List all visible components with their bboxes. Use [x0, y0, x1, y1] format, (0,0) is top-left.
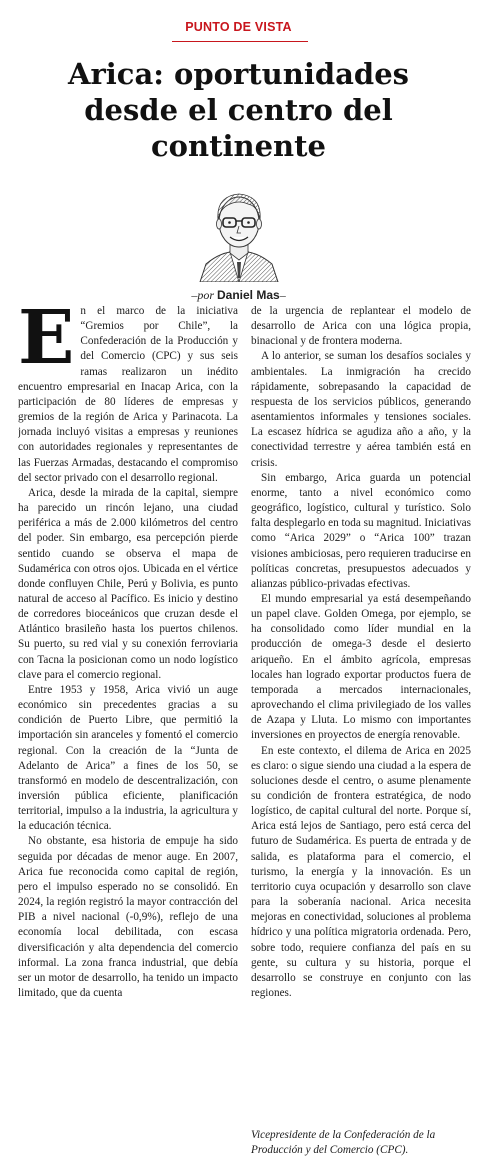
- article-paragraph: A lo anterior, se suman los desafíos sociales y ambientales. La inmigración ha crecido rápidamente, sobrepasando la capacidad de respuesta de los servicios públicos, generando asentamientos informales y tensiones sociales. La escasez hídrica se agudiza año a año, y la conectividad terrestre y aérea también está en crisis.: [251, 350, 471, 469]
- byline-suffix: –: [279, 288, 286, 302]
- headline: Arica: oportunidades desde el centro del continente: [68, 57, 409, 163]
- article-paragraph: No obstante, esa historia de empuje ha sido seguida por décadas de menor auge. En 2007, Arica fue reconocida como capital de región, pero el impulso esperado no se consolidó. En 2024, la región registró la mayor contracción del PIB a nivel nacional (-0,9%), reflejo de una economía local debilitada, con escasa diversificación y alta dependencia del comercio informal. La zona franca industrial, que debía ser un motor de desarrollo, ha tenido un impacto limitado, que da cuenta: [18, 835, 238, 1000]
- drop-cap: E: [18, 304, 75, 381]
- byline: [0, 288, 477, 303]
- article-paragraph: Arica, desde la mirada de la capital, siempre ha parecido un rincón lejano, una ciudad periférica a más de 2.000 kilómetros del centro del poder. Sin embargo, esa percepción pierde sentido cuando se observa el mapa de Sudamérica con otros ojos. Ubicada en el vértice donde confluyen Chile, Perú y Bolivia, es punto natural de acceso al Pacífico. Es inicio y destino de corredores bioceánicos que cruzan desde el Atlántico brasileño hasta los puertos chilenos. Su puerto, su red vial y su conexión ferroviaria con Tacna la posicionan como un nodo logístico clave para el comercio regional.: [18, 486, 238, 681]
- author-signature: Vicepresidente de la Confederación de la Producción y del Comercio (CPC).: [251, 1129, 436, 1156]
- author-portrait: [196, 186, 282, 282]
- article-column-left: [18, 304, 238, 1124]
- article-column-right: [251, 304, 471, 1124]
- article-paragraph: En este contexto, el dilema de Arica en 2025 es claro: o sigue siendo una ciudad a la espera de soluciones desde el centro, o asume plenamente su condición de frontera estratégica, de nodo logístico, de capital cultural del norte. Porque sí, Arica está lejos de Santiago, pero está cerca del futuro de Sudamérica. Es puerta de entrada y de salida, es plataforma para el comercio, el turismo, la energía y la innovación. Es un territorio cuya ocupación y desarrollo son clave para la soberanía nacional. Arica necesita mejoras en conectividad, soluciones al problema hídrico y una política migratoria ordenada. Pero, sobre todo, requiere confianza del país en su gente, su cultura y su historia, porque el desarrollo se construye en conjunto con las regiones.: [251, 744, 471, 1000]
- article-paragraph: Sin embargo, Arica guarda un potencial enorme, tanto a nivel económico como geográfico, logístico, cultural y turístico. Solo falta desplegarlo en toda su magnitud. Iniciativas como “Arica 2029” o “Arica 100” trazan visiones ambiciosas, pero requieren traducirse en políticas concretas, presupuestos adecuados y alianzas público-privadas efectivas.: [251, 471, 471, 590]
- article-paragraph: de la urgencia de replantear el modelo de desarrollo de Arica con una lógica propia, binacional y de frontera moderna.: [251, 305, 471, 348]
- section-label: PUNTO DE VISTA: [185, 20, 292, 34]
- article-paragraph: El mundo empresarial ya está desempeñando un papel clave. Golden Omega, por ejemplo, se ha consolidado como líder mundial en la producción de omega-3 desde el desierto ariqueño. En el ámbito agrícola, empresas locales han logrado exportar productos fuera de temporada a mercados internacionales, aprovechando el clima privilegiado de los valles de Azapa y Lluta. Lo mismo con importantes inversiones en proyectos de energía renovable.: [251, 592, 471, 742]
- section-rule: [172, 41, 308, 42]
- article-paragraph: [18, 304, 238, 486]
- author-name: Daniel Mas: [216, 288, 280, 302]
- byline-prefix: –por: [191, 288, 217, 302]
- paragraph-text: n el marco de la iniciativa “Gremios por Chile”, la Confederación de la Producción y del Comercio (CPC) y sus seis ramas realizaron un inédito encuentro empresarial en Inacap Arica, con la participación de 80 líderes de empresas y gremios de la región de Arica y Parinacota. La jornada incluyó visitas a empresas y reuniones con autoridades regionales y representantes de las Fuerzas Armadas, destacando el compromiso del sector privado con el desarrollo regional.: [18, 305, 238, 484]
- article-paragraph: Entre 1953 y 1958, Arica vivió un auge económico sin precedentes gracias a su condición de Puerto Libre, que permitió la importación sin aranceles y fomentó el comercio regional. Con la creación de la “Junta de Adelanto de Arica” a fines de los 50, se transformó en modelo de descentralización, con inversión pública eficiente, planificación territorial, impulso a la industria, la agricultura y la educación técnica.: [18, 683, 238, 833]
